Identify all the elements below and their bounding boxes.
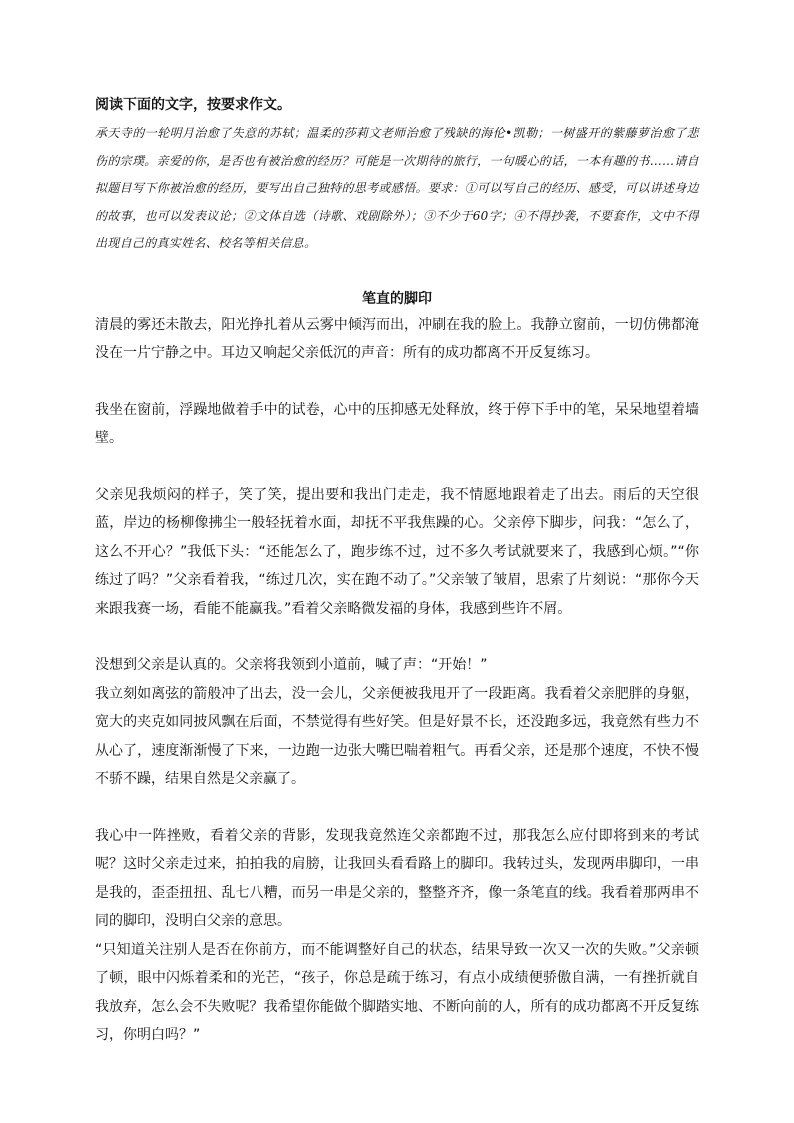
essay-paragraph-5: 我立刻如离弦的箭般冲了出去，没一会儿，父亲便被我甩开了一段距离。我看着父亲肥胖的身躯，宽大的夹克如同披风飘在后面，不禁觉得有些好笑。但是好景不长，还没跑多远，我竟然有些力不从心了，速度渐渐慢了下来，一边跑一边张大嘴巴喘着粗气。再看父亲，还是那个速度，不快不慢不骄不躁，结果自然是父亲赢了。 <box>95 685 699 787</box>
essay-paragraph-1: 清晨的雾还未散去，阳光挣扎着从云雾中倾泻而出，冲刷在我的脸上。我静立窗前，一切仿佛都淹没在一片宁静之中。耳边又响起父亲低沉的声音：所有的成功都离不开反复练习。 <box>95 316 699 361</box>
prompt-text: 承天寺的一轮明月治愈了失意的苏轼；温柔的莎莉文老师治愈了残缺的海伦•凯勒；一树盛开的紫藤萝治愈了悲伤的宗璞。亲爱的你，是否也有被治愈的经历？可能是一次期待的旅行，一句暖心的话，一本有趣的书……请自拟题目写下你被治愈的经历，要写出自己独特的思考或感悟。要求：①可以写自己的经历、感受，可以讲述身边的故事，也可以发表议论；②文体自选（诗歌、戏剧除外）；③不少于60字；④不得抄袭，不要套作，文中不得出现自己的真实姓名、校名等相关信息。 <box>95 126 699 250</box>
essay-title: 笔直的脚印 <box>362 290 432 307</box>
document-page <box>95 92 699 1050</box>
prompt-title: 阅读下面的文字，按要求作文。 <box>95 97 291 113</box>
essay-paragraph-3: 父亲见我烦闷的样子，笑了笑，提出要和我出门走走，我不情愿地跟着走了出去。雨后的天空很蓝，岸边的杨柳像拂尘一般轻抚着水面，却抚不平我焦躁的心。父亲停下脚步，问我：“怎么了，这么不开心？”我低下头：“还能怎么了，跑步练不过，过不多久考试就要来了，我感到心烦。”“你练过了吗？”父亲看着我，“练过几次，实在跑不动了。”父亲皱了皱眉，思索了片刻说：“那你今天来跟我赛一场，看能不能赢我。”看着父亲略微发福的身体，我感到些许不屑。 <box>95 486 699 617</box>
essay-paragraph-4: 没想到父亲是认真的。父亲将我领到小道前，喊了声：“开始！” <box>95 657 488 673</box>
essay-paragraph-2: 我坐在窗前，浮躁地做着手中的试卷，心中的压抑感无处释放，终于停下手中的笔，呆呆地望着墙壁。 <box>95 401 699 446</box>
essay-paragraph-6: 我心中一阵挫败，看着父亲的背影，发现我竟然连父亲都跑不过，那我怎么应付即将到来的考试呢？这时父亲走过来，拍拍我的肩膀，让我回头看看路上的脚印。我转过头，发现两串脚印，一串是我的，歪歪扭扭、乱七八糟，而另一串是父亲的，整整齐齐，像一条笔直的线。我看着那两串不同的脚印，没明白父亲的意思。 <box>95 827 699 929</box>
essay-paragraph-7: “只知道关注别人是否在你前方，而不能调整好自己的状态，结果导致一次又一次的失败。”父亲顿了顿，眼中闪烁着柔和的光芒，“孩子，你总是疏于练习，有点小成绩便骄傲自满，一有挫折就自我放弃，怎么会不失败呢？我希望你能做个脚踏实地、不断向前的人，所有的成功都离不开反复练习，你明白吗？” <box>95 941 699 1043</box>
